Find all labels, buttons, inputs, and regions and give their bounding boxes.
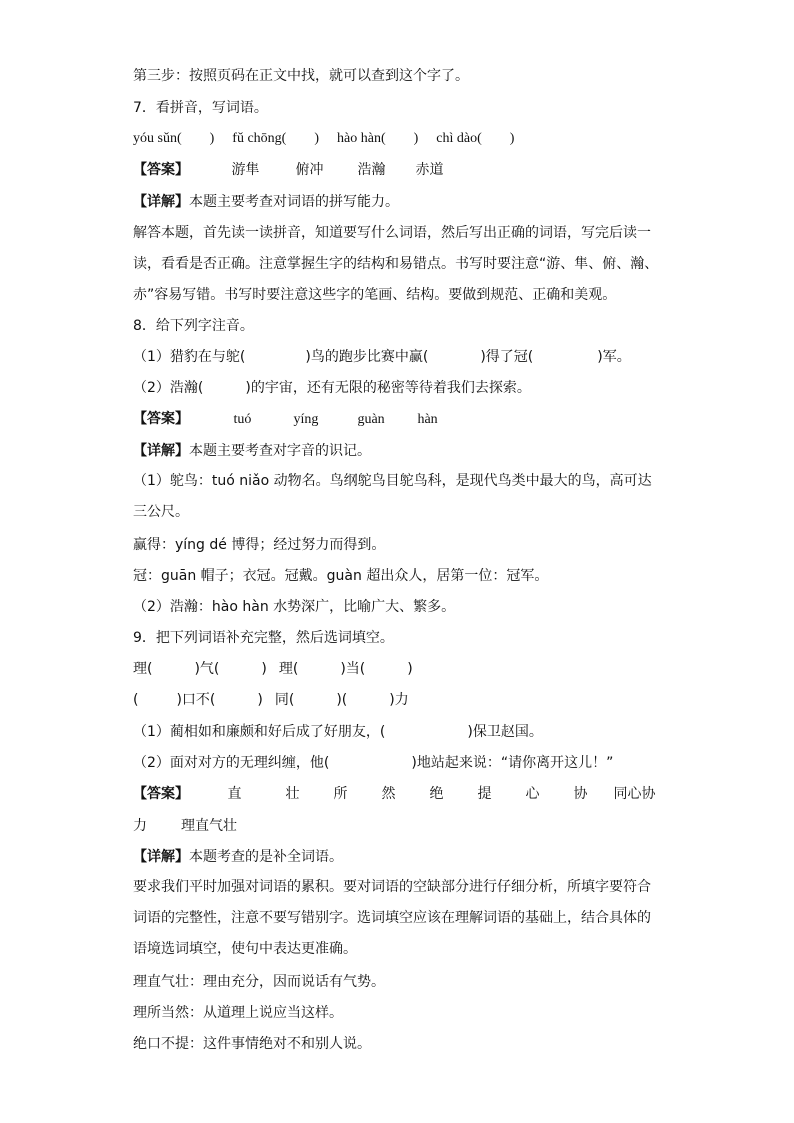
answer-tag: 【答案】 [133, 162, 189, 178]
explanation-7 [133, 192, 694, 212]
text-seg: ) [261, 661, 267, 677]
pinyin-1: yóu sǔn( [133, 131, 182, 146]
bracket-close: ) [314, 131, 320, 146]
text-seg: （1）蔺相如和廉颇和好后成了好朋友，( [133, 724, 386, 740]
answer-word: 提 [477, 786, 492, 802]
text-seg: ) [407, 661, 413, 677]
explanation-8-guan: 冠：guān 帽子；衣冠。冠戴。guàn 超出众人，居第一位：冠军。 [133, 568, 549, 584]
explanation-8-item-2: （2）浩瀚：hào hàn 水势深广，比喻广大、繁多。 [133, 599, 456, 615]
answer-word: yíng [293, 412, 319, 427]
bracket-close: ) [509, 131, 515, 146]
answer-word: 所 [333, 786, 348, 802]
pinyin-4: chì dào( [436, 131, 482, 146]
answer-word: 理直气壮 [181, 818, 237, 834]
answer-7 [133, 160, 694, 180]
answer-9 [133, 784, 694, 804]
answer-word: 浩瀚 [357, 162, 386, 178]
text-seg: （1）猎豹在与鸵( [133, 349, 246, 365]
question-9-row-2 [133, 690, 694, 710]
question-9-item-1 [133, 722, 694, 742]
definition-lizhiqizhuang: 理直气壮：理由充分，因而说话有气势。 [133, 974, 385, 990]
text-seg: ) [257, 692, 263, 708]
text-seg: )气( [194, 661, 220, 677]
answer-tag: 【答案】 [133, 411, 189, 427]
answer-word: 绝 [429, 786, 444, 802]
explanation-8-item-1: （1）鸵鸟：tuó niǎo 动物名。鸟纲鸵鸟目鸵鸟科，是现代鸟类中最大的鸟，高可达三公尺。 [133, 473, 652, 520]
text-seg: 理( [133, 661, 153, 677]
answer-9-cont [133, 816, 694, 836]
explain-tag: 【详解】 [133, 849, 189, 865]
answer-8 [133, 409, 694, 430]
answer-word: 赤道 [415, 162, 444, 178]
pinyin-2: fǔ chōng( [232, 131, 287, 146]
explanation-9-para: 要求我们平时加强对词语的累积。要对词语的空缺部分进行仔细分析，所填字要符合词语的完整性，注意不要写错别字。选词填空应该在理解词语的基础上，结合具体的语境选词填空，使句中表达更准确。 [133, 879, 651, 957]
text-seg: （2）面对对方的无理纠缠，他( [133, 755, 330, 771]
text-seg: )口不( [176, 692, 216, 708]
answer-word: 直 [227, 786, 242, 802]
text-seg: )军。 [597, 349, 631, 365]
text-seg: )保卫赵国。 [467, 724, 543, 740]
answer-tag: 【答案】 [133, 786, 189, 802]
definition-juekoubuti: 绝口不提：这件事情绝对不和别人说。 [133, 1036, 371, 1052]
question-7-pinyin [133, 129, 694, 149]
text-seg: )鸟的跑步比赛中赢( [305, 349, 429, 365]
text-seg: )力 [389, 692, 409, 708]
bracket-close: ) [209, 131, 215, 146]
question-7-title: 7．看拼音，写词语。 [133, 100, 268, 116]
question-9-item-2 [133, 753, 694, 773]
answer-word: 游隼 [231, 162, 260, 178]
text-seg: 理( [278, 661, 299, 677]
answer-word: 协 [573, 786, 588, 802]
answer-word: 同心协 [613, 786, 656, 802]
text-seg: )地站起来说：“请你离开这儿！” [411, 755, 614, 771]
explanation-9 [133, 847, 694, 867]
pinyin-3: hào hàn( [337, 131, 386, 146]
explanation-8-ying: 赢得：yíng dé 博得；经过努力而得到。 [133, 537, 386, 553]
question-8-title: 8．给下列字注音。 [133, 318, 254, 334]
answer-word: hàn [417, 412, 438, 427]
question-8-item-2 [133, 378, 694, 398]
answer-word: 壮 [285, 786, 300, 802]
definition-lisuodangran: 理所当然：从道理上说应当这样。 [133, 1005, 343, 1021]
answer-word: 然 [381, 786, 396, 802]
question-9-title: 9．把下列词语补充完整，然后选词填空。 [133, 630, 394, 646]
answer-word: guàn [357, 412, 385, 427]
text-seg: （2）浩瀚( [133, 380, 204, 396]
text-seg: )的宇宙，还有无限的秘密等待着我们去探索。 [245, 380, 531, 396]
text-seg: )得了冠( [480, 349, 534, 365]
text-seg: )( [336, 692, 348, 708]
question-9-row-1 [133, 659, 694, 679]
explanation-7-para: 解答本题，首先读一读拼音，知道要写什么词语，然后写出正确的词语，写完后读一读，看看是否正确。注意掌握生字的结构和易错点。书写时要注意“游、隼、俯、瀚、赤”容易写错。书写时要注意这些字的笔画、结构。要做到规范、正确和美观。 [133, 225, 659, 303]
explain-text: 本题考查的是补全词语。 [189, 849, 343, 865]
answer-word: 俯冲 [295, 162, 324, 178]
text-seg: )当( [340, 661, 366, 677]
text-seg: ( [133, 692, 139, 708]
question-8-item-1 [133, 347, 694, 367]
explanation-8 [133, 441, 694, 461]
explain-text: 本题主要考查对词语的拼写能力。 [189, 194, 399, 210]
explain-text: 本题主要考查对字音的识记。 [189, 443, 371, 459]
answer-word: 力 [133, 818, 147, 834]
bracket-close: ) [413, 131, 419, 146]
answer-word: 心 [525, 786, 540, 802]
text-seg: 同( [274, 692, 295, 708]
explain-tag: 【详解】 [133, 194, 189, 210]
step-three-text: 第三步：按照页码在正文中找，就可以查到这个字了。 [133, 68, 469, 84]
answer-word: tuó [233, 412, 252, 427]
explain-tag: 【详解】 [133, 443, 189, 459]
